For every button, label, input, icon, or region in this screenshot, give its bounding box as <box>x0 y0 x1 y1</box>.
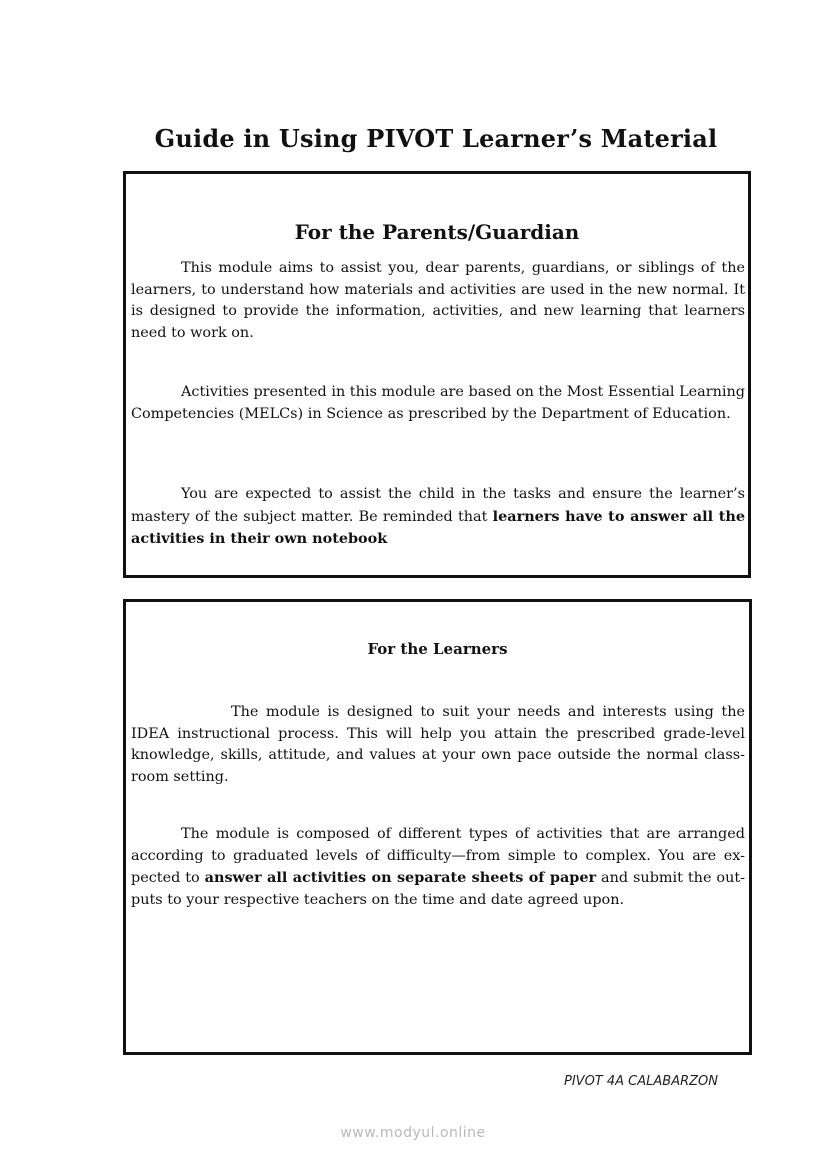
learners-paragraph-1: The module is designed to suit your needs and interests using the IDEA instructional process. This will help you attain the prescribed grade-level knowledge, skills, attitude, and values at your own pace outside the normal class-room setting. <box>131 704 745 785</box>
learners-paragraph-2-end: and submit the out-puts to your respective teachers on the time and date agreed upon. <box>131 870 745 908</box>
parents-paragraph-3-text: You are expected to assist the child in the tasks and ensure the learner’s mastery of the subject matter. Be reminded that <box>131 486 745 525</box>
footer-label: PIVOT 4A CALABARZON <box>564 1074 718 1089</box>
watermark: www.modyul.online <box>340 1125 486 1141</box>
page-title: Guide in Using PIVOT Learner’s Material <box>154 124 718 153</box>
learners-paragraph-2 <box>131 824 745 911</box>
parents-paragraph-3-emphasis: learners have to answer all the activities in their own notebook <box>131 507 745 547</box>
parents-paragraph-3 <box>131 484 745 551</box>
parents-heading: For the Parents/Guardian <box>294 220 580 244</box>
parents-guardian-box <box>123 171 751 578</box>
learners-heading: For the Learners <box>367 640 508 658</box>
parents-paragraph-1: This module aims to assist you, dear parents, guardians, or siblings of the learners, to understand how materials and activities are used in the new normal. It is designed to provide the information, activities, and new learning that learners need to work on. <box>131 260 745 341</box>
learners-box <box>123 599 752 1055</box>
parents-paragraph-2: Activities presented in this module are based on the Most Essential Learning Competencies (MELCs) in Science as prescribed by the Department of Education. <box>131 384 745 422</box>
learners-paragraph-2-text: The module is composed of different types of activities that are arranged according to graduated levels of difficulty—from simple to complex. You are ex-pected to <box>131 826 745 886</box>
learners-paragraph-2-emphasis: answer all activities on separate sheets of paper <box>204 869 597 886</box>
